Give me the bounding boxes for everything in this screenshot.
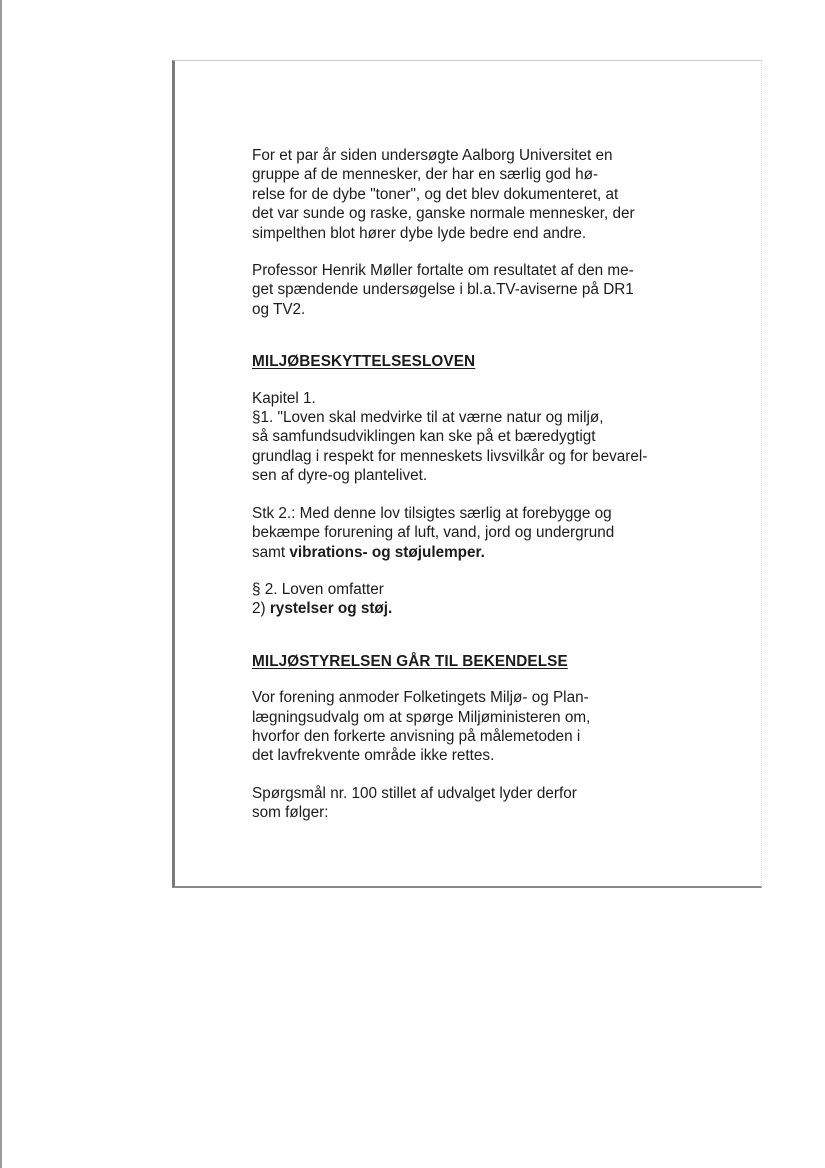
heading-miljostyrelsen: MILJØSTYRELSEN GÅR TIL BEKENDELSE: [252, 652, 568, 670]
paragraph-section-2: [252, 580, 712, 619]
text-line: hvorfor den forkerte anvisning på målemetoden i: [252, 727, 581, 745]
text-line: og TV2.: [252, 300, 306, 318]
paragraph-aalborg-study: [252, 146, 712, 243]
heading-miljobeskyttelsesloven: MILJØBESKYTTELSESLOVEN: [252, 353, 476, 371]
text-line: simpelthen blot hører dybe lyde bedre end andre.: [252, 224, 587, 242]
text-line: sen af dyre-og plantelivet.: [252, 467, 428, 485]
text-line: gruppe af de mennesker, der har en særlig god hø-: [252, 166, 599, 184]
text-line: som følger:: [252, 804, 329, 822]
text-line: Spørgsmål nr. 100 stillet af udvalget lyder derfor: [252, 784, 577, 802]
paragraph-question-100: [252, 784, 712, 823]
text-line: get spændende undersøgelse i bl.a.TV-aviserne på DR1: [252, 281, 634, 299]
text-line: det var sunde og raske, ganske normale mennesker, der: [252, 205, 635, 223]
text-line: Vor forening anmoder Folketingets Miljø- og Plan-: [252, 689, 589, 707]
paragraph-forening: [252, 688, 712, 766]
text-line: så samfundsudviklingen kan ske på et bæredygtigt: [252, 428, 596, 446]
bold-emphasis: vibrations- og støjulemper.: [289, 543, 485, 561]
text-line: [252, 543, 712, 562]
text-line: [252, 599, 712, 618]
paragraph-henrik-moller: [252, 261, 712, 319]
text-line: det lavfrekvente område ikke rettes.: [252, 747, 495, 765]
text-line: bekæmpe forurening af luft, vand, jord og undergrund: [252, 524, 615, 542]
scan-edge: [0, 0, 2, 1168]
document-body: [252, 146, 712, 823]
bold-emphasis: rystelser og støj.: [269, 600, 393, 618]
text-line: For et par år siden undersøgte Aalborg Universitet en: [252, 147, 613, 164]
text-line: §1. "Loven skal medvirke til at værne natur og miljø,: [252, 409, 604, 427]
text-line: Stk 2.: Med denne lov tilsigtes særlig at forebygge og: [252, 504, 612, 522]
text-line: Professor Henrik Møller fortalte om resultatet af den me-: [252, 262, 634, 280]
paragraph-stk-2: [252, 504, 712, 562]
text-line: § 2. Loven omfatter: [252, 580, 384, 598]
paragraph-chapter-1: [252, 389, 712, 486]
text-line: lægningsudvalg om at spørge Miljøministeren om,: [252, 708, 591, 726]
text-segment: samt: [252, 543, 290, 561]
text-segment: 2): [252, 600, 270, 618]
text-line: relse for de dybe "toner", og det blev dokumenteret, at: [252, 185, 619, 203]
text-line: grundlag i respekt for menneskets livsvilkår og for bevarel-: [252, 447, 648, 465]
chapter-label: Kapitel 1.: [252, 389, 316, 407]
